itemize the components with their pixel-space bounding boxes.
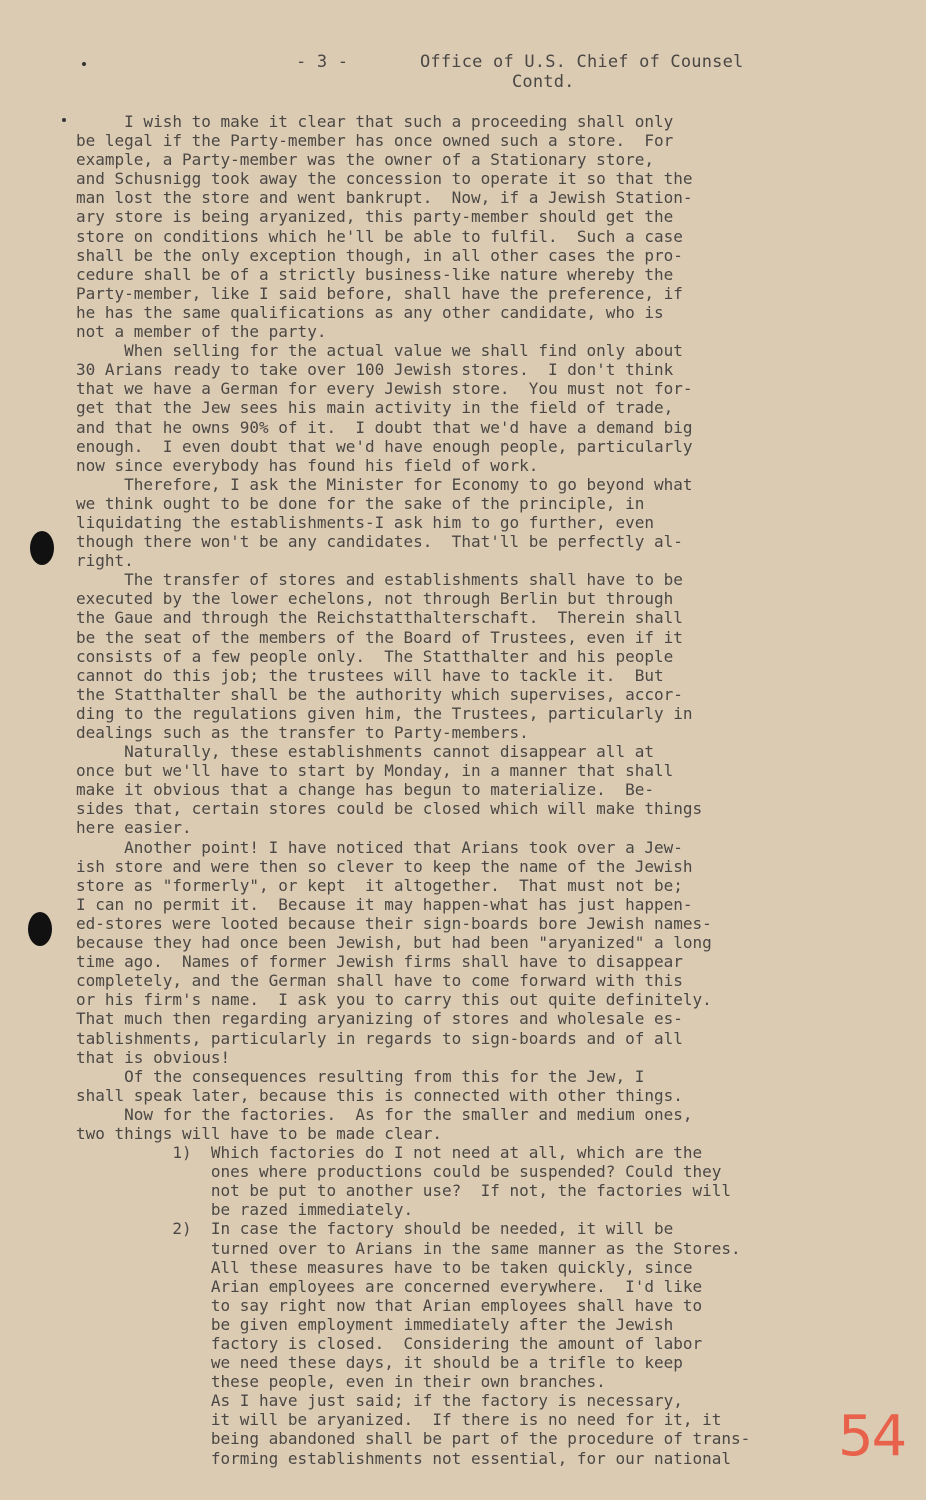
text-line: turned over to Arians in the same manner as the Stores. bbox=[76, 1238, 741, 1258]
text-line: ish store and were then so clever to keep the name of the Jewish bbox=[76, 856, 693, 876]
text-line: now since everybody has found his field of work. bbox=[76, 455, 539, 475]
text-line: 2) In case the factory should be needed, it will be bbox=[76, 1219, 674, 1239]
page-header bbox=[0, 52, 926, 92]
text-line: Party-member, like I said before, shall have the preference, if bbox=[76, 283, 683, 303]
text-line: be legal if the Party-member has once owned such a store. For bbox=[76, 131, 674, 151]
text-line: make it obvious that a change has begun to materialize. Be- bbox=[76, 780, 654, 800]
text-line: sides that, certain stores could be closed which will make things bbox=[76, 799, 703, 819]
text-line: tablishments, particularly in regards to sign-boards and of all bbox=[76, 1028, 683, 1048]
text-line: liquidating the establishments-I ask him to go further, even bbox=[76, 512, 654, 532]
text-line: not be put to another use? If not, the factories will bbox=[76, 1181, 732, 1201]
text-line: ary store is being aryanized, this party-member should get the bbox=[76, 207, 674, 227]
text-line: Naturally, these establishments cannot disappear all at bbox=[76, 742, 654, 762]
text-line: 1) Which factories do I not need at all, which are the bbox=[76, 1143, 703, 1163]
text-line: I can no permit it. Because it may happen-what has just happen- bbox=[76, 894, 693, 914]
text-line: The transfer of stores and establishments shall have to be bbox=[76, 570, 683, 590]
text-line: to say right now that Arian employees shall have to bbox=[76, 1295, 703, 1315]
text-line: man lost the store and went bankrupt. Now, if a Jewish Station- bbox=[76, 188, 693, 208]
text-line: we need these days, it should be a trifle to keep bbox=[76, 1353, 683, 1373]
page-number: - 3 - bbox=[296, 52, 349, 72]
text-line: dealings such as the transfer to Party-members. bbox=[76, 723, 529, 742]
text-line: the Gaue and through the Reichstatthalterschaft. Therein shall bbox=[76, 608, 683, 628]
text-line: ding to the regulations given him, the Trustees, particularly in bbox=[76, 703, 693, 723]
text-line: enough. I even doubt that we'd have enough people, particularly bbox=[76, 436, 693, 456]
text-line: he has the same qualifications as any other candidate, who is bbox=[76, 302, 664, 322]
text-line: That much then regarding aryanizing of stores and wholesale es- bbox=[76, 1009, 683, 1029]
text-line: that we have a German for every Jewish store. You must not for- bbox=[76, 379, 693, 399]
text-line: ed-stores were looted because their sign-boards bore Jewish names- bbox=[76, 913, 712, 933]
text-line: shall be the only exception though, in all other cases the pro- bbox=[76, 245, 683, 265]
continued-label: Contd. bbox=[512, 72, 575, 92]
text-line: Of the consequences resulting from this for the Jew, I bbox=[76, 1066, 645, 1086]
text-line: Therefore, I ask the Minister for Economy to go beyond what bbox=[76, 474, 693, 494]
text-line: it will be aryanized. If there is no need for it, it bbox=[76, 1410, 722, 1430]
text-line: be the seat of the members of the Board of Trustees, even if it bbox=[76, 627, 683, 647]
text-line: Now for the factories. As for the smaller and medium ones, bbox=[76, 1104, 693, 1124]
document-body bbox=[76, 112, 846, 1468]
text-line: Arian employees are concerned everywhere. I'd like bbox=[76, 1276, 703, 1296]
text-line: two things will have to be made clear. bbox=[76, 1123, 443, 1143]
text-line: and that he owns 90% of it. I doubt that we'd have a demand big bbox=[76, 417, 693, 437]
text-line: being abandoned shall be part of the procedure of trans- bbox=[76, 1429, 751, 1449]
text-line: When selling for the actual value we shall find only about bbox=[76, 341, 683, 361]
text-line: or his firm's name. I ask you to carry this out quite definitely. bbox=[76, 990, 712, 1010]
text-line: forming establishments not essential, for our national bbox=[76, 1448, 732, 1468]
text-line: factory is closed. Considering the amount of labor bbox=[76, 1334, 703, 1353]
text-line: the Statthalter shall be the authority which supervises, accor- bbox=[76, 684, 683, 704]
text-line: though there won't be any candidates. That'll be perfectly al- bbox=[76, 532, 683, 552]
text-line: store on conditions which he'll be able to fulfil. Such a case bbox=[76, 226, 683, 246]
text-line: be razed immediately. bbox=[76, 1200, 414, 1220]
page-stamp: 54 bbox=[838, 1404, 906, 1469]
text-line: because they had once been Jewish, but had been "aryanized" a long bbox=[76, 933, 712, 953]
text-line: here easier. bbox=[76, 818, 192, 838]
text-line: we think ought to be done for the sake of the principle, in bbox=[76, 493, 645, 513]
text-line: executed by the lower echelons, not through Berlin but through bbox=[76, 589, 674, 609]
office-title: Office of U.S. Chief of Counsel bbox=[420, 52, 744, 72]
text-line: shall speak later, because this is connected with other things. bbox=[76, 1085, 683, 1105]
text-line: ones where productions could be suspended? Could they bbox=[76, 1162, 722, 1182]
text-line: example, a Party-member was the owner of a Stationary store, bbox=[76, 150, 654, 170]
text-line: store as "formerly", or kept it altogether. That must not be; bbox=[76, 875, 683, 895]
text-line: Another point! I have noticed that Arians took over a Jew- bbox=[76, 837, 683, 857]
text-line: As I have just said; if the factory is necessary, bbox=[76, 1391, 683, 1411]
text-line: I wish to make it clear that such a proceeding shall only bbox=[76, 112, 674, 131]
text-line: time ago. Names of former Jewish firms shall have to disappear bbox=[76, 952, 683, 972]
text-line: once but we'll have to start by Monday, in a manner that shall bbox=[76, 761, 674, 781]
text-line: right. bbox=[76, 551, 134, 571]
text-line: and Schusnigg took away the concession to operate it so that the bbox=[76, 169, 693, 189]
text-line: cedure shall be of a strictly business-like nature whereby the bbox=[76, 264, 674, 284]
punch-hole bbox=[30, 531, 54, 565]
text-line: cannot do this job; the trustees will have to tackle it. But bbox=[76, 665, 664, 685]
text-line: these people, even in their own branches. bbox=[76, 1372, 606, 1392]
text-line: completely, and the German shall have to come forward with this bbox=[76, 971, 683, 991]
text-line: that is obvious! bbox=[76, 1047, 231, 1067]
text-line: 30 Arians ready to take over 100 Jewish stores. I don't think bbox=[76, 360, 674, 380]
text-line: not a member of the party. bbox=[76, 322, 327, 342]
text-line: be given employment immediately after the Jewish bbox=[76, 1314, 674, 1334]
text-line: All these measures have to be taken quickly, since bbox=[76, 1257, 693, 1277]
text-line: consists of a few people only. The Statthalter and his people bbox=[76, 646, 674, 666]
punch-hole bbox=[28, 912, 52, 946]
text-line: get that the Jew sees his main activity in the field of trade, bbox=[76, 398, 674, 418]
margin-mark bbox=[62, 118, 66, 122]
